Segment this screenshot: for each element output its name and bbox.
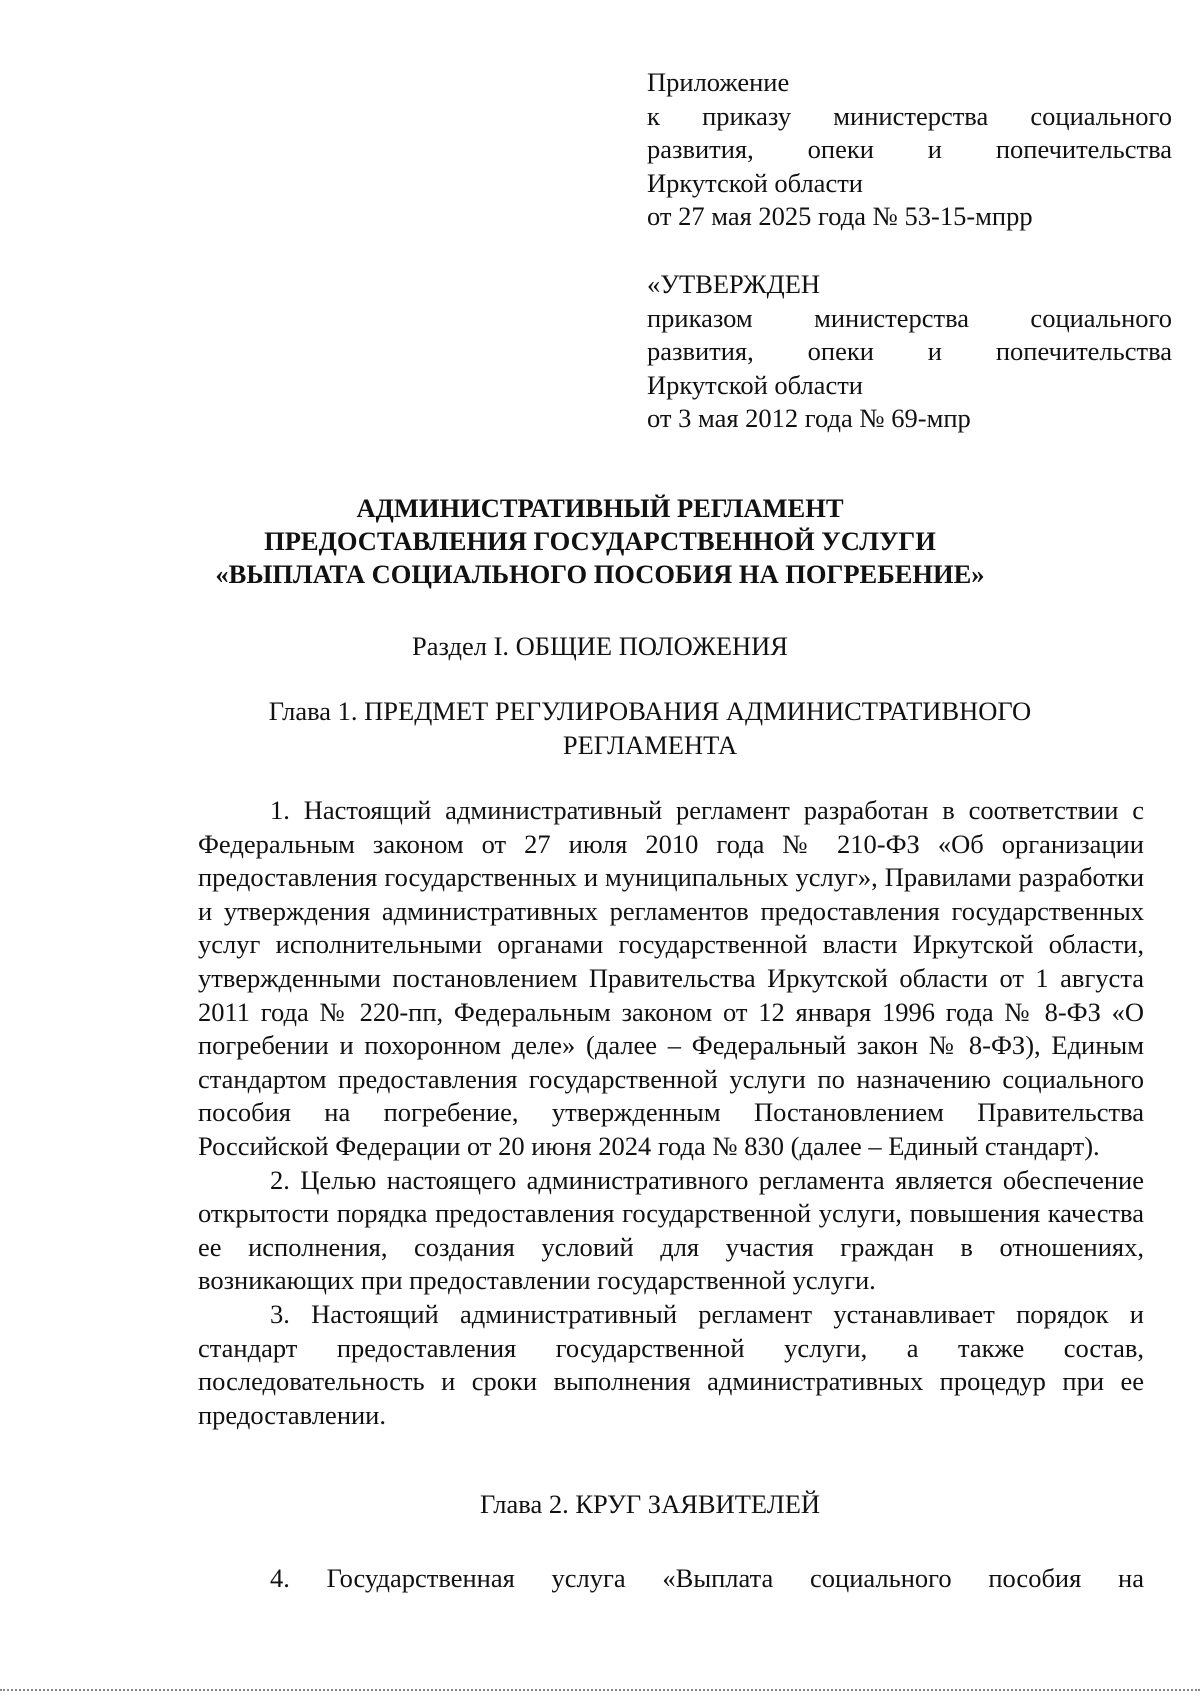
approval-line: от 3 мая 2012 года № 69-мпр	[647, 403, 971, 433]
paragraph: 2. Целью настоящего административного регламента является обеспечение открытости порядка предоставления государственной услуги, повышения качества ее исполнения, создания условий для участия граждан в отношениях, возникающих при предоставлении государственной услуги.	[198, 1164, 1144, 1296]
approval-line: приказом министерства социального	[647, 302, 1172, 333]
appendix-line: развития, опеки и попечительства	[647, 134, 1172, 164]
document-title	[150, 492, 1050, 591]
scan-edge-divider	[0, 1689, 1200, 1691]
chapter-body	[198, 794, 1144, 1432]
appendix-block	[647, 66, 1172, 234]
paragraph: 4. Государственная услуга «Выплата социального пособия на	[270, 1563, 1144, 1593]
chapter-heading: Глава 2. КРУГ ЗАЯВИТЕЛЕЙ	[479, 1489, 821, 1519]
title-line: АДМИНИСТРАТИВНЫЙ РЕГЛАМЕНТ	[356, 493, 844, 523]
approval-line: развития, опеки и попечительства	[647, 336, 1172, 366]
paragraph: 3. Настоящий административный регламент устанавливает порядок и стандарт предоставления государственной услуги, а также состав, последовательность и сроки выполнения административных процедур при ее предоставлении.	[198, 1298, 1144, 1430]
chapter-heading-line: РЕГЛАМЕНТА	[562, 729, 738, 760]
appendix-line: от 27 мая 2025 года № 53-15-мпрр	[647, 201, 1033, 231]
paragraph: 1. Настоящий административный регламент разработан в соответствии с Федеральным законом от 27 июля 2010 года № 210-ФЗ «Об организации предоставления государственных и муниципальных услуг», Правилами разработки и утверждения административных регламентов предоставления государственных услуг исполнительными органами государственной власти Иркутской области, утвержденными постановлением Правительства Иркутской области от 1 августа 2011 года № 220-пп, Федеральным законом от 12 января 1996 года № 8-ФЗ «О погребении и похоронном деле» (далее – Федеральный закон № 8-ФЗ), Единым стандартом предоставления государственной услуги по назначению социального пособия на погребение, утвержденным Постановлением Правительства Российской Федерации от 20 июня 2024 года № 830 (далее – Единый стандарт).	[198, 795, 1144, 1161]
chapter-heading-line: Глава 1. ПРЕДМЕТ РЕГУЛИРОВАНИЯ АДМИНИСТРАТИВНОГО	[268, 696, 1032, 726]
approval-block	[647, 268, 1172, 436]
title-line: ПРЕДОСТАВЛЕНИЯ ГОСУДАРСТВЕННОЙ УСЛУГИ	[264, 526, 936, 556]
appendix-line: Приложение	[647, 67, 790, 97]
approval-line: Иркутской области	[647, 369, 863, 400]
appendix-line: к приказу министерства социального	[647, 100, 1172, 131]
appendix-line: Иркутской области	[647, 167, 863, 198]
title-line: «ВЫПЛАТА СОЦИАЛЬНОГО ПОСОБИЯ НА ПОГРЕБЕНИЕ»	[215, 559, 985, 589]
section-heading: Раздел I. ОБЩИЕ ПОЛОЖЕНИЯ	[412, 631, 788, 661]
chapter-heading	[200, 695, 1100, 762]
approval-line: «УТВЕРЖДЕН	[647, 269, 821, 299]
